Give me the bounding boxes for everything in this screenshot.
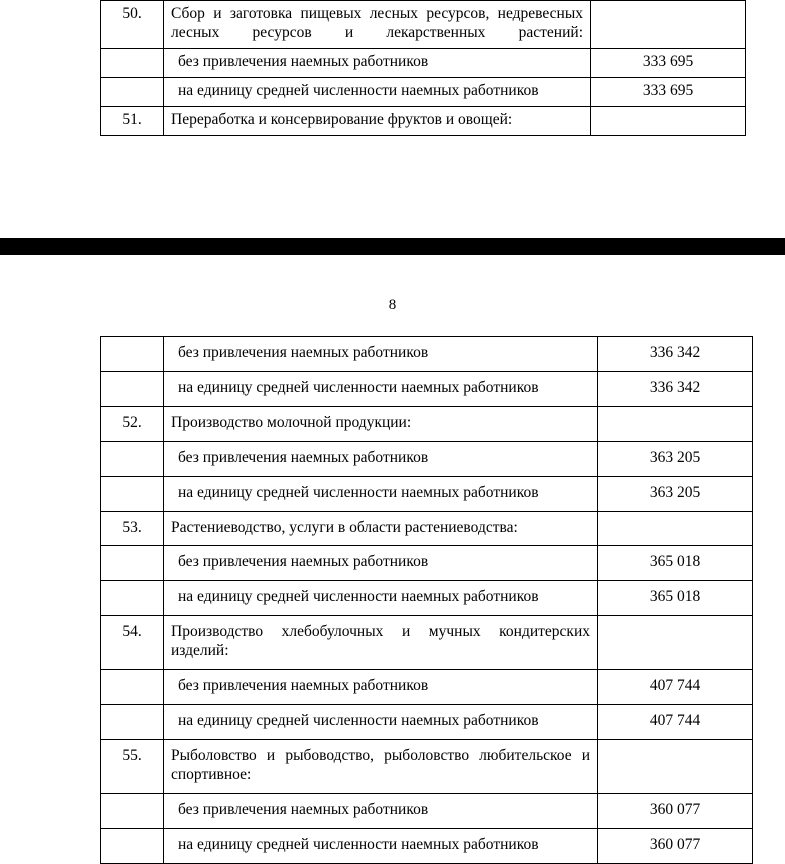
row-number-cell: [101, 48, 164, 77]
row-number-cell: 52.: [101, 406, 164, 441]
row-value-cell: 336 342: [598, 337, 753, 372]
row-value-cell: 363 205: [598, 441, 753, 476]
row-activity-cell: на единицу средней численности наемных работников: [164, 476, 598, 511]
row-number-cell: [101, 371, 164, 406]
row-number-cell: 51.: [101, 106, 164, 135]
page-separator-bar: [0, 238, 785, 255]
row-activity-cell: без привлечения наемных работников: [164, 337, 598, 372]
row-value-cell: 360 077: [598, 828, 753, 863]
row-value-cell: [591, 106, 746, 135]
table-row: [101, 704, 753, 739]
row-activity-cell: на единицу средней численности наемных работников: [164, 77, 591, 106]
row-number-cell: [101, 337, 164, 372]
table-row: [101, 371, 753, 406]
table-row: [101, 441, 753, 476]
row-number-cell: [101, 793, 164, 828]
row-activity-cell: Производство хлебобулочных и мучных кондитерских изделий:: [164, 616, 598, 670]
activity-rates-table-top: [100, 0, 746, 136]
row-value-cell: 333 695: [591, 77, 746, 106]
row-activity-cell: без привлечения наемных работников: [164, 793, 598, 828]
table-body-top: [101, 1, 746, 136]
table-row: [101, 77, 746, 106]
row-activity-cell: без привлечения наемных работников: [164, 48, 591, 77]
table-row: [101, 511, 753, 546]
table-row: [101, 406, 753, 441]
table-row: [101, 337, 753, 372]
row-activity-cell: на единицу средней численности наемных работников: [164, 828, 598, 863]
row-value-cell: 333 695: [591, 48, 746, 77]
row-activity-cell: Переработка и консервирование фруктов и овощей:: [164, 106, 591, 135]
table-row: [101, 616, 753, 670]
row-number-cell: 50.: [101, 1, 164, 49]
row-value-cell: 336 342: [598, 371, 753, 406]
table-row: [101, 739, 753, 793]
row-value-cell: [598, 616, 753, 670]
row-activity-cell: на единицу средней численности наемных работников: [164, 371, 598, 406]
row-number-cell: 53.: [101, 511, 164, 546]
page-number: 8: [388, 297, 397, 313]
table-body-bottom: [101, 337, 753, 864]
bottom-table-block: [0, 336, 785, 864]
row-number-cell: [101, 546, 164, 581]
row-activity-cell: на единицу средней численности наемных работников: [164, 581, 598, 616]
row-activity-cell: без привлечения наемных работников: [164, 670, 598, 705]
row-number-cell: 55.: [101, 739, 164, 793]
row-activity-cell: на единицу средней численности наемных работников: [164, 704, 598, 739]
row-value-cell: [598, 511, 753, 546]
row-activity-cell: Растениеводство, услуги в области растениеводства:: [164, 511, 598, 546]
row-activity-cell: Рыболовство и рыбоводство, рыболовство любительское и спортивное:: [164, 739, 598, 793]
row-number-cell: [101, 441, 164, 476]
row-activity-cell: Производство молочной продукции:: [164, 406, 598, 441]
row-number-cell: [101, 476, 164, 511]
row-value-cell: 360 077: [598, 793, 753, 828]
table-row: [101, 48, 746, 77]
row-number-cell: [101, 828, 164, 863]
table-row: [101, 828, 753, 863]
table-row: [101, 670, 753, 705]
table-row: [101, 1, 746, 49]
row-value-cell: [591, 1, 746, 49]
row-value-cell: 365 018: [598, 581, 753, 616]
row-number-cell: [101, 704, 164, 739]
table-row: [101, 476, 753, 511]
row-number-cell: 54.: [101, 616, 164, 670]
row-activity-cell: без привлечения наемных работников: [164, 546, 598, 581]
row-activity-cell: Сбор и заготовка пищевых лесных ресурсов, недревесных лесных ресурсов и лекарственных растений:: [164, 1, 591, 49]
row-value-cell: 407 744: [598, 704, 753, 739]
row-value-cell: 363 205: [598, 476, 753, 511]
table-row: [101, 793, 753, 828]
row-activity-cell: без привлечения наемных работников: [164, 441, 598, 476]
row-number-cell: [101, 670, 164, 705]
row-number-cell: [101, 77, 164, 106]
table-row: [101, 106, 746, 135]
table-row: [101, 546, 753, 581]
row-number-cell: [101, 581, 164, 616]
row-value-cell: [598, 406, 753, 441]
row-value-cell: [598, 739, 753, 793]
top-table-block: [0, 0, 785, 136]
table-row: [101, 581, 753, 616]
row-value-cell: 365 018: [598, 546, 753, 581]
activity-rates-table-bottom: [100, 336, 753, 864]
row-value-cell: 407 744: [598, 670, 753, 705]
